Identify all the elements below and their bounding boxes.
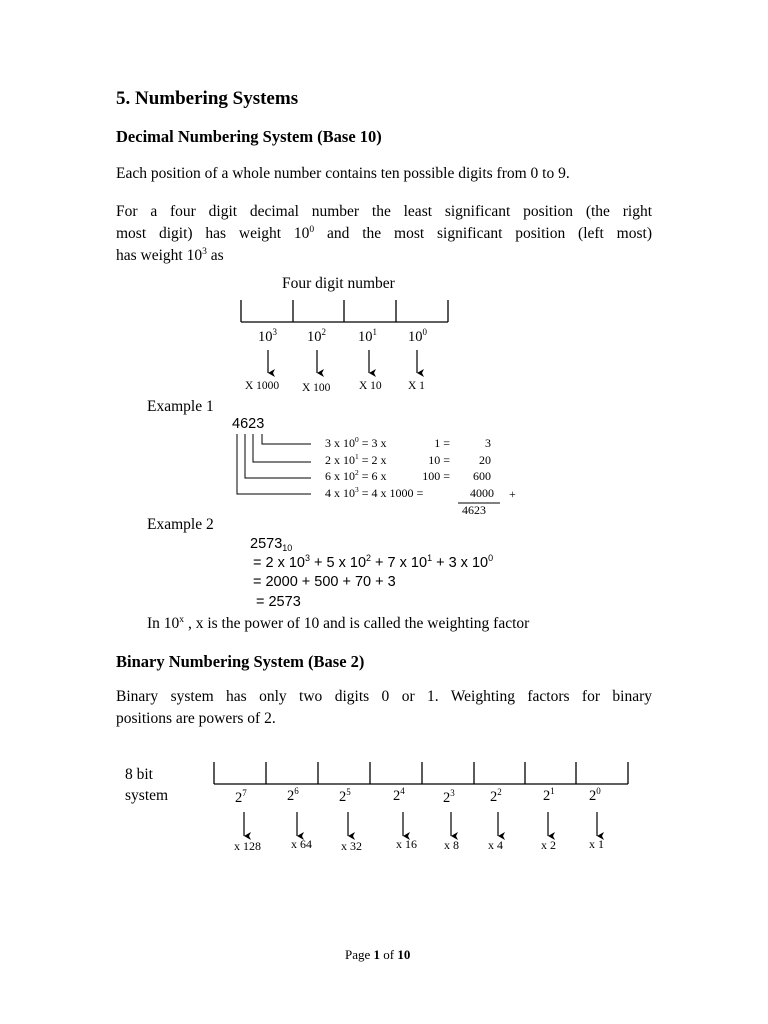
binary-position: $2^4$: [393, 786, 405, 804]
binary-position: $2^5$: [339, 787, 351, 805]
page-title: 5. Numbering Systems: [116, 88, 299, 109]
example1-plus: +: [509, 487, 516, 501]
binary-multiplier: x 2: [541, 838, 556, 852]
binary-para-line1: Binary system has only two digits 0 or 1. Weighting factors for binary: [116, 688, 652, 705]
four-digit-bracket: [241, 300, 448, 322]
example1-number: 4623: [232, 416, 265, 432]
binary-arrows: [244, 812, 597, 836]
decimal-para2-line2: most digit) has weight $10^0$ and the most significant position (left most): [116, 223, 652, 242]
decimal-para2-line3: has weight $10^3$ as: [116, 245, 224, 264]
decimal-arrows: [268, 350, 417, 373]
example1-row: 2 x $10^1 = 2$ x: [325, 452, 387, 467]
binary-position: $2^2$: [490, 787, 502, 805]
binary-multiplier: x 4: [488, 838, 503, 852]
example1-row-factor: 100 =: [422, 469, 450, 483]
binary-multiplier: x 128: [234, 839, 261, 853]
example1-row: 4 x $10^3 = 4$ x 1000 =: [325, 485, 424, 500]
binary-position: $2^3$: [443, 788, 455, 806]
example1-row-result: 3: [485, 436, 491, 450]
example1-row-factor: 10 =: [428, 453, 450, 467]
example1-label: Example 1: [147, 398, 214, 415]
decimal-heading: Decimal Numbering System (Base 10): [116, 127, 382, 146]
example1-row-factor: 1 =: [434, 436, 450, 450]
binary-multiplier: x 8: [444, 838, 459, 852]
binary-position: $2^6$: [287, 786, 299, 804]
binary-heading: Binary Numbering System (Base 2): [116, 652, 365, 671]
example2-expansion: = 2 x $10^3 + 5$ x $10^2 + 7$ x $10^1 + 3$ x $10^0$: [253, 553, 494, 571]
decimal-para2-line1: For a four digit decimal number the least significant position (the right: [116, 203, 652, 220]
decimal-multiplier: X 10: [359, 380, 382, 392]
decimal-multiplier: X 100: [302, 382, 331, 394]
decimal-multiplier: X 1: [408, 380, 425, 392]
decimal-multiplier: X 1000: [245, 380, 280, 392]
binary-label: system: [125, 787, 169, 804]
example1-row: 3 x $10^0 = 3$ x: [325, 435, 387, 450]
decimal-para1: Each position of a whole number contains ten possible digits from 0 to 9.: [116, 165, 570, 182]
binary-para-line2: positions are powers of 2.: [116, 710, 276, 727]
binary-position: $2^0$: [589, 786, 601, 804]
example1-row-result: 600: [473, 469, 491, 483]
four-digit-title: Four digit number: [282, 275, 395, 292]
binary-position: $2^1$: [543, 786, 555, 804]
decimal-position: $10^0$: [408, 327, 427, 345]
example2-sum: = 2000 + 500 + 70 + 3: [253, 574, 396, 590]
example2-result: = 2573: [256, 594, 301, 610]
decimal-position: $10^1$: [358, 327, 377, 345]
example1-row: 6 x $10^2 = 6$ x: [325, 468, 387, 483]
example2-number: $2573_{10}$: [250, 536, 293, 554]
example1-row-result: 20: [479, 453, 491, 467]
decimal-position: $10^3$: [258, 327, 277, 345]
binary-multiplier: x 64: [291, 837, 312, 851]
binary-position: $2^7$: [235, 788, 247, 806]
decimal-position: $10^2$: [307, 327, 326, 345]
example1-total: 4623: [462, 503, 486, 517]
binary-bracket: [214, 762, 628, 784]
binary-multiplier: x 32: [341, 839, 362, 853]
weighting-factor-note: In 10$^x$ , x is the power of 10 and is called the weighting factor: [147, 613, 530, 632]
binary-multiplier: x 1: [589, 837, 604, 851]
page-footer: Page 1 of 10: [345, 947, 411, 962]
example1-row-result: 4000: [470, 486, 494, 500]
example2-label: Example 2: [147, 516, 214, 533]
binary-label: 8 bit: [125, 766, 153, 783]
binary-multiplier: x 16: [396, 837, 417, 851]
